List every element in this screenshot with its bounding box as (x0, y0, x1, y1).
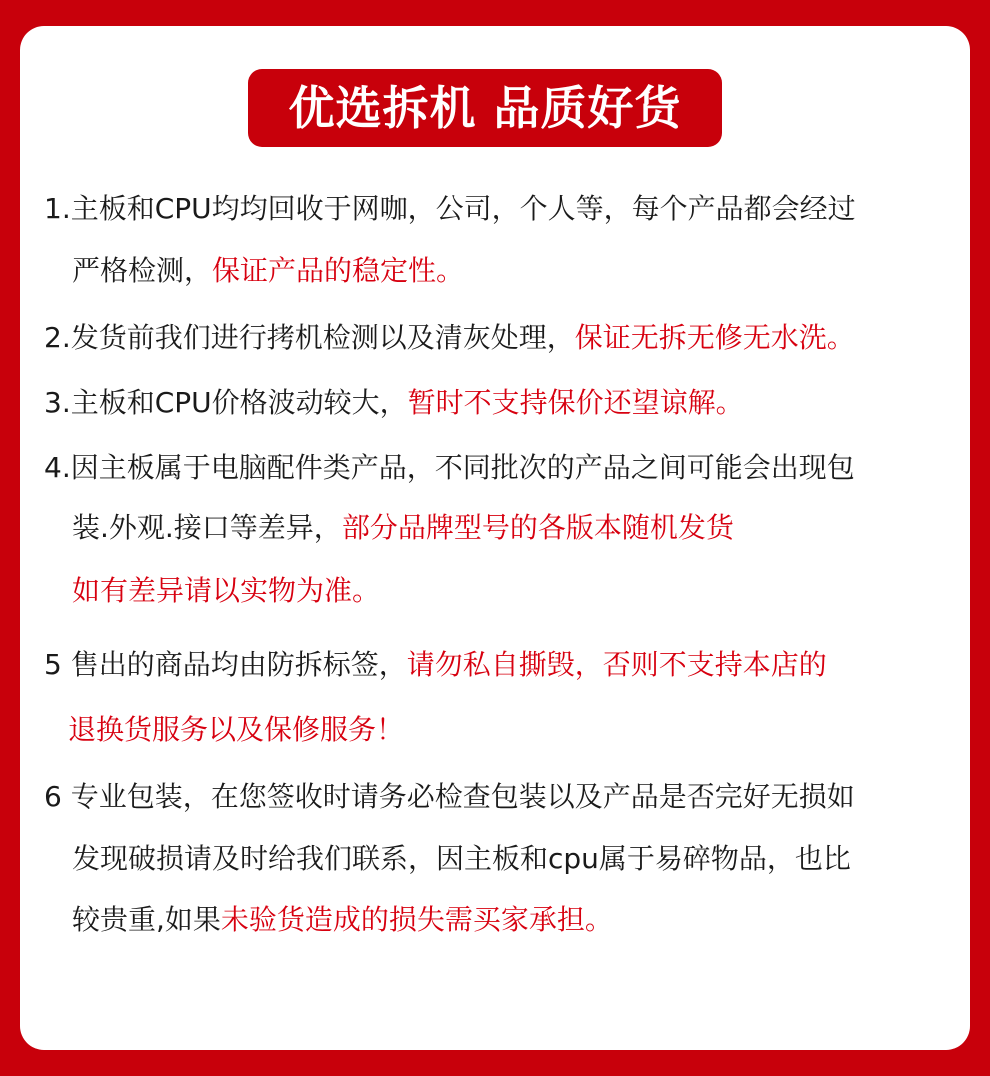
item-4-line-2-text: 装.外观.接口等差异， (72, 511, 342, 544)
item-3-line-1 (44, 385, 744, 421)
item-4-line-2-highlight: 部分品牌型号的各版本随机发货 (341, 511, 734, 544)
item-4-line-1 (44, 450, 855, 486)
item-3-line-1-text: 3.主板和CPU价格波动较大， (44, 386, 408, 419)
item-1-line-2-text: 严格检测， (72, 254, 213, 287)
item-6-line-2 (72, 841, 851, 877)
item-2-line-1-highlight: 保证无拆无修无水洗。 (574, 321, 855, 354)
item-6-line-1 (44, 779, 855, 815)
item-2-line-1 (44, 320, 855, 356)
item-4-line-3 (72, 573, 380, 609)
item-5-line-1-text: 5 售出的商品均由防拆标签， (44, 648, 407, 681)
item-1-line-1-text: 1.主板和CPU均均回收于网咖，公司，个人等，每个产品都会经过 (44, 192, 856, 225)
item-5-line-2-highlight: 退换货服务以及保修服务！ (68, 713, 405, 746)
item-1-line-2-highlight: 保证产品的稳定性。 (212, 254, 465, 287)
item-1-line-1 (44, 191, 856, 227)
item-2-line-1-text: 2.发货前我们进行拷机检测以及清灰处理， (44, 321, 575, 354)
item-5-line-1-highlight: 请勿私自撕毁，否则不支持本店的 (406, 648, 827, 681)
item-3-line-1-highlight: 暂时不支持保价还望谅解。 (407, 386, 744, 419)
item-4-line-1-text: 4.因主板属于电脑配件类产品，不同批次的产品之间可能会出现包 (44, 451, 855, 484)
item-6-line-1-text: 6 专业包装，在您签收时请务必检查包装以及产品是否完好无损如 (44, 780, 855, 813)
item-6-line-3-text: 较贵重,如果 (72, 903, 221, 936)
item-1-line-2 (72, 253, 464, 289)
page-title: 优选拆机 品质好货 (248, 69, 722, 147)
item-5-line-2 (68, 712, 404, 748)
item-6-line-2-text: 发现破损请及时给我们联系，因主板和cpu属于易碎物品，也比 (72, 842, 851, 875)
item-6-line-3 (72, 902, 613, 938)
item-4-line-2 (72, 510, 734, 546)
item-5-line-1 (44, 647, 827, 683)
item-4-line-3-highlight: 如有差异请以实物为准。 (72, 574, 381, 607)
item-6-line-3-highlight: 未验货造成的损失需买家承担。 (220, 903, 613, 936)
